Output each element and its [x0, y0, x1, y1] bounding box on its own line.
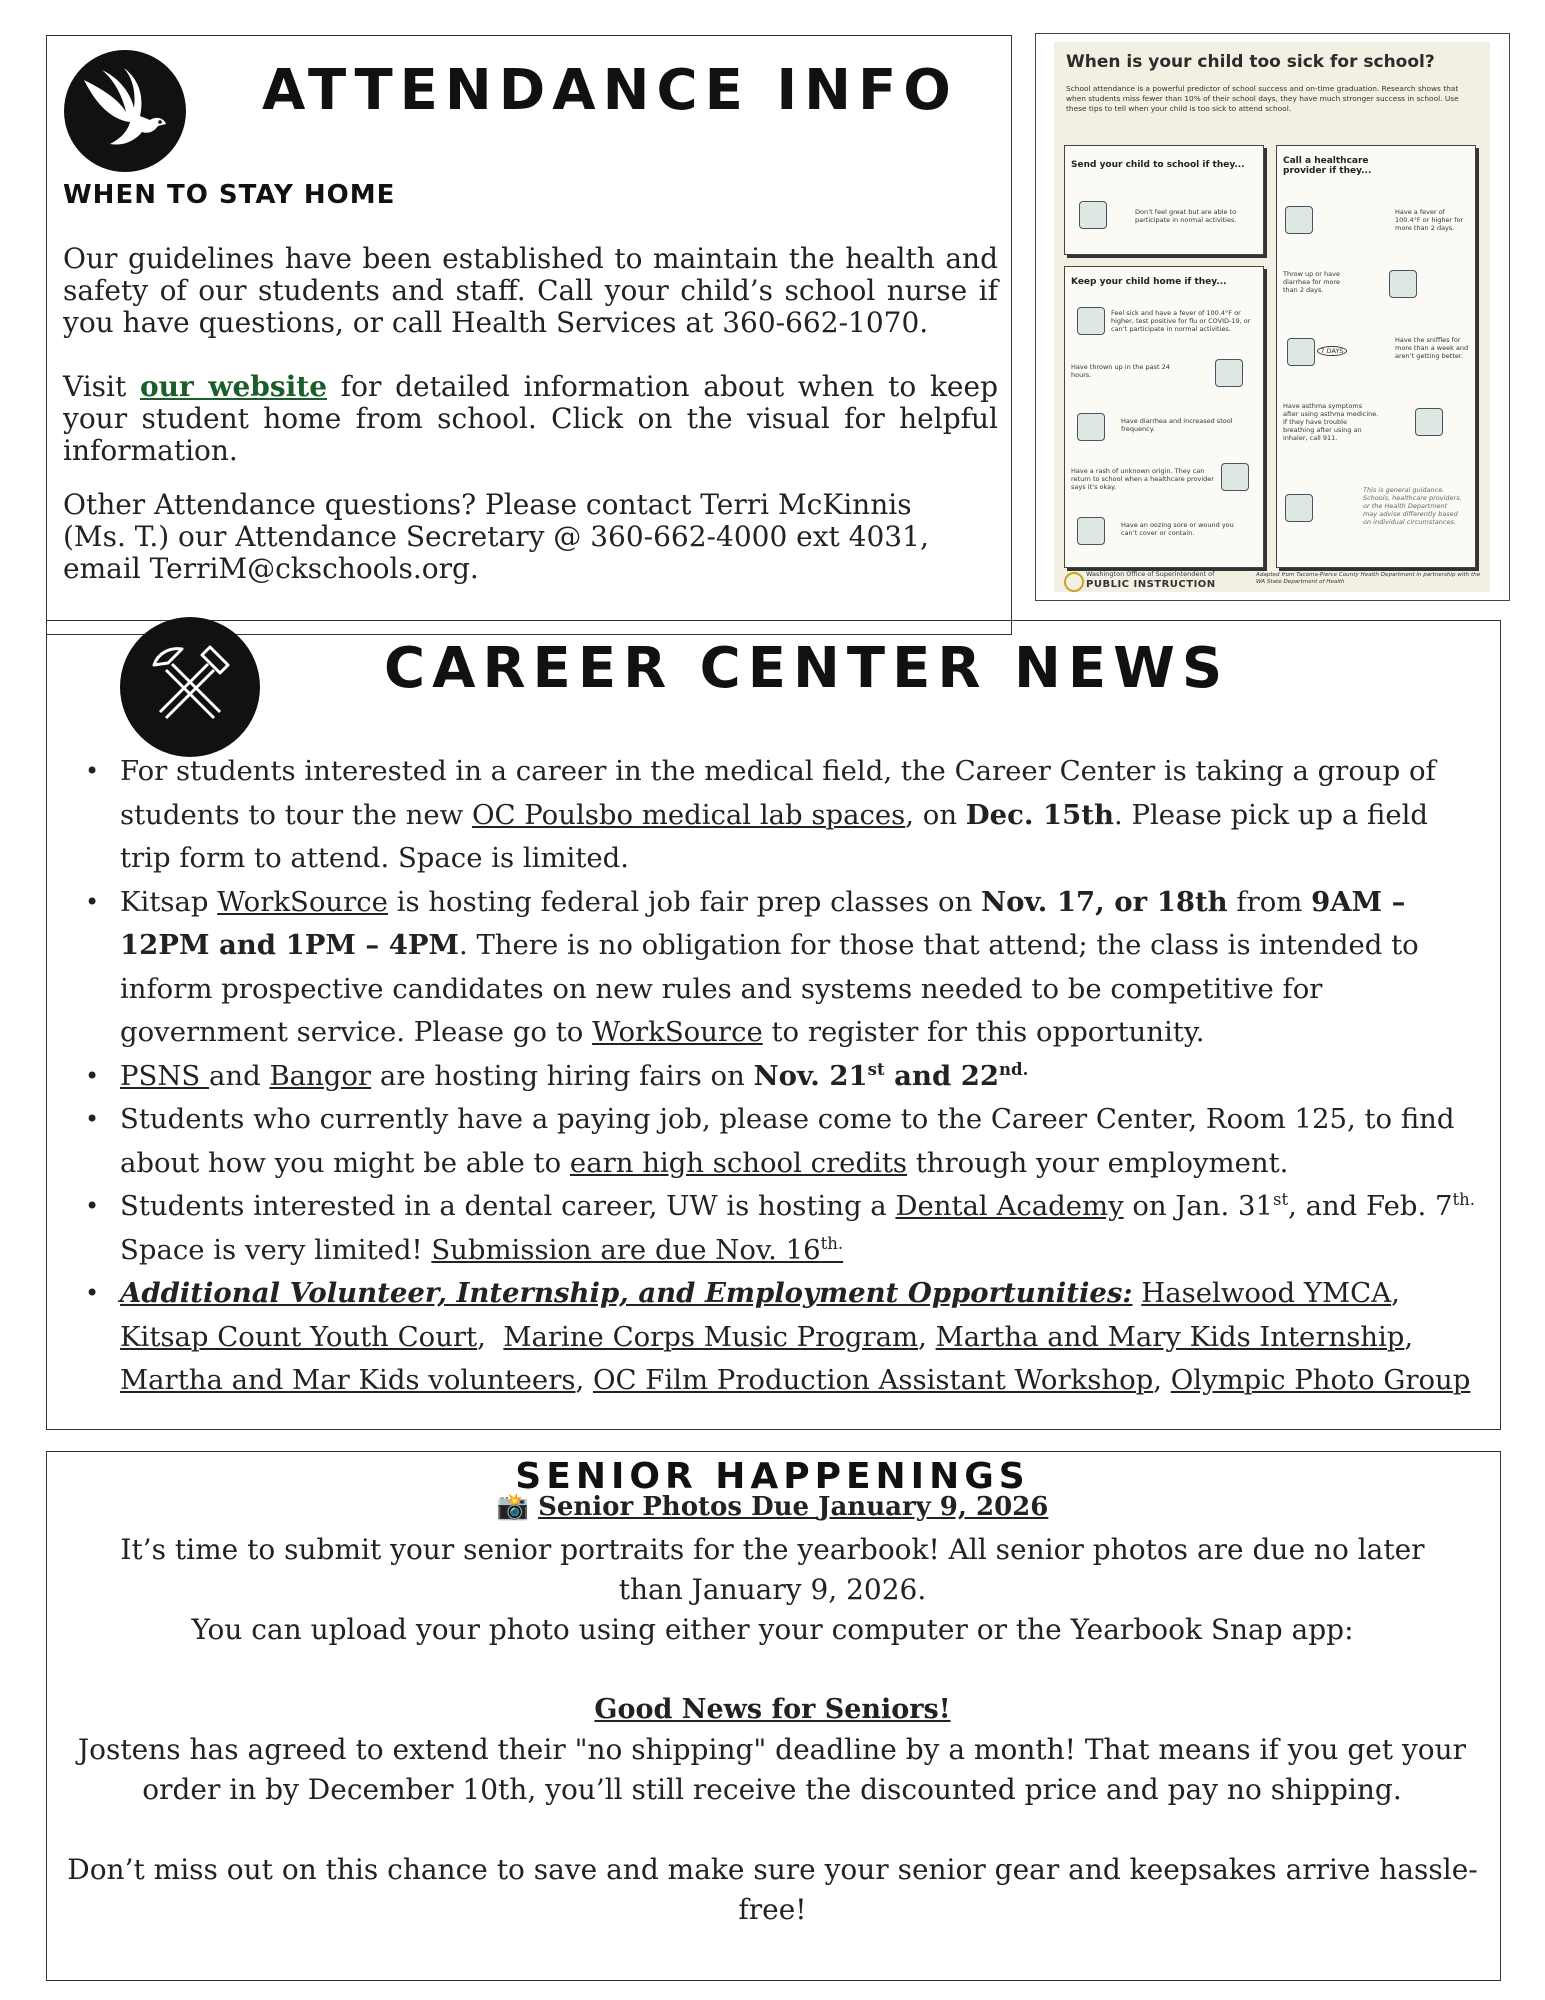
infographic-panel — [1054, 42, 1490, 592]
attendance-title: ATTENDANCE INFO — [262, 58, 958, 123]
dental-text: Students interested in a dental career, UW is hosting a — [120, 1190, 896, 1222]
dental-sup-1: st — [1272, 1189, 1289, 1209]
attendance-paragraph-website — [63, 371, 998, 467]
submission-link[interactable] — [431, 1234, 843, 1266]
medical-text-3: . Please pick up a field trip form to attend. Space is limited. — [120, 798, 1428, 874]
worksource-link[interactable]: WorkSource — [217, 885, 388, 918]
inhaler-icon — [1415, 408, 1443, 436]
attendance-paragraph-guidelines: Our guidelines have been established to maintain the health and safety of our students and staff. Call your child’s school nurse if you have questions, or call Health Services at 360-662-1070. — [63, 242, 998, 339]
worksource-text-4: . There is no obligation for those that attend; the class is intended to inform prospective candidates on new rules and systems needed to be competitive for government service. Please go to — [120, 929, 1419, 1048]
eagle-logo-icon — [64, 50, 186, 172]
bangor-link[interactable]: Bangor — [269, 1059, 372, 1092]
submission-text: Submission are due Nov. 16 — [431, 1233, 821, 1266]
our-website-link[interactable]: our website — [140, 370, 328, 403]
medical-text: For students interested in a career in the medical field, the Career Center is taking a group of students to tour the new — [120, 755, 1436, 831]
dental-text-4: Space is very limited! — [120, 1233, 432, 1266]
dental-text-2: on Jan. 31 — [1123, 1190, 1273, 1222]
days-badge: 7 DAYS — [1317, 346, 1347, 356]
thermometer-icon — [1077, 307, 1105, 335]
earn-credits-link[interactable]: earn high school credits — [569, 1146, 908, 1179]
send-heading: Send your child to school if they... — [1071, 160, 1245, 170]
call-item-3: Have the sniffles for more than a week and aren’t getting better. — [1395, 336, 1469, 360]
credits-text: Students who currently have a paying job, please come to the Career Center, Room 125, to find about how you might be able to — [120, 1103, 1455, 1179]
call-item-4: Have asthma symptoms after using asthma medicine. If they have trouble breathing after using an inhaler, call 911. — [1283, 402, 1379, 442]
attendance-paragraph-contact — [63, 489, 998, 585]
wound-hand-icon — [1077, 517, 1105, 545]
career-item-worksource — [118, 881, 1483, 1055]
ospi-line-2: PUBLIC INSTRUCTION — [1086, 579, 1216, 590]
sick-for-school-infographic[interactable] — [1035, 33, 1510, 601]
sniffles-icon — [1287, 338, 1315, 366]
senior-photos-date: January 9, 2026 — [818, 1492, 1049, 1522]
visit-text: Visit — [63, 370, 140, 403]
keep-home-panel — [1064, 266, 1264, 568]
clipboard-icon — [1285, 494, 1313, 522]
martha-mary-internship-link[interactable]: Martha and Mary Kids Internship — [935, 1320, 1405, 1353]
worksource-times: 9AM – 12PM and 1PM – 4PM — [120, 885, 1406, 961]
send-item: Don’t feel great but are able to participate in normal activities. — [1135, 208, 1237, 224]
call-heading: Call a healthcare provider if they... — [1283, 156, 1372, 176]
worksource-link-2[interactable]: WorkSource — [592, 1016, 763, 1048]
oc-poulsbo-lab-link[interactable]: OC Poulsbo medical lab spaces — [471, 798, 906, 831]
hiring-date-1: Nov. 21 — [753, 1059, 868, 1092]
dental-sup-2: th. — [1452, 1189, 1475, 1209]
career-item-medical — [118, 750, 1483, 881]
toilet-paper-icon — [1077, 413, 1105, 441]
infographic-intro: School attendance is a powerful predictor of school success and on-time graduation. Research shows that when students miss fewer than 10% of their school days, they have much stronger success in school. Use these tips to tell when your child is too sick to attend school. — [1066, 84, 1459, 113]
hiring-date-2: and 22 — [884, 1059, 1000, 1092]
keep-item-3: Have diarrhea and increased stool frequency. — [1121, 417, 1233, 433]
marine-corps-music-link[interactable]: Marine Corps Music Program — [503, 1320, 919, 1353]
worksource-text-5: to register for this opportunity. — [762, 1016, 1205, 1048]
hiring-text: and — [209, 1059, 270, 1092]
medical-text-2: , on — [905, 798, 966, 831]
worksource-text-2: is hosting federal job fair prep classes on — [387, 885, 982, 918]
career-title: CAREER CENTER NEWS — [384, 636, 1230, 701]
toilet-person-icon — [1389, 270, 1417, 298]
career-item-dental — [118, 1185, 1483, 1272]
senior-paragraph-jostens: Jostens has agreed to extend their "no shipping" deadline by a month! That means if you get your order in by December 10th, you’ll still receive the discounted price and pay no shipping. — [77, 1733, 1467, 1806]
good-news-heading: Good News for Seniors! — [594, 1694, 951, 1725]
attendance-subhead: WHEN TO STAY HOME — [63, 180, 396, 210]
call-item-1: Have a fever of 100.4°F or higher for more than 2 days. — [1395, 208, 1464, 232]
career-news-list — [118, 750, 1483, 1403]
hiring-dates — [754, 1060, 1029, 1092]
ospi-logo-icon — [1064, 572, 1084, 592]
hiring-sup-1: st — [867, 1059, 885, 1079]
keep-item-5: Have an oozing sore or wound you can’t cover or contain. — [1121, 521, 1234, 537]
call-provider-panel — [1276, 145, 1476, 568]
psns-link[interactable]: PSNS — [120, 1059, 209, 1092]
submission-sup: th. — [820, 1233, 844, 1253]
career-item-hiring-fairs — [118, 1055, 1483, 1099]
hammer-pick-icon — [120, 617, 260, 757]
career-item-credits — [118, 1098, 1483, 1185]
worksource-text: Kitsap — [120, 885, 218, 918]
senior-paragraph-dont-miss: Don’t miss out on this chance to save and make sure your senior gear and keepsakes arrive hassle-free! — [67, 1853, 1478, 1926]
backpack-icon — [1079, 201, 1107, 229]
credits-text-2: through your employment. — [907, 1146, 1289, 1179]
senior-paragraph-portraits: It’s time to submit your senior portraits for the yearbook! All senior photos are due no later than January 9, 2026. — [120, 1533, 1425, 1606]
opportunities-label: Additional Volunteer, Internship, and Employment Opportunities: — [120, 1277, 1133, 1309]
guidance-note: This is general guidance. Schools, healthcare providers, or the Health Department may advise differently based on individual circumstances. — [1363, 486, 1462, 526]
infographic-credit: Adapted from Tacoma-Pierce County Health Department in partnership with the WA State Department of Health — [1256, 572, 1481, 585]
ospi-line-1: Washington Office of Superintendent of — [1086, 570, 1215, 578]
martha-mar-volunteers-link[interactable]: Martha and Mar Kids volunteers — [120, 1364, 576, 1396]
call-item-2: Throw up or have diarrhea for more than 2 days. — [1283, 270, 1341, 294]
person-vomit-icon — [1215, 359, 1243, 387]
contact-line-3: email TerriM@ckschools.org. — [63, 552, 479, 585]
worksource-text-3: from — [1227, 885, 1312, 918]
hiring-text-2: are hosting hiring fairs on — [371, 1059, 754, 1092]
haselwood-ymca-link[interactable]: Haselwood YMCA — [1141, 1277, 1392, 1309]
senior-photos-due-text: Senior Photos Due — [538, 1492, 819, 1522]
contact-line-1: Other Attendance questions? Please contact Terri McKinnis — [63, 488, 912, 521]
dental-text-3: , and Feb. 7 — [1288, 1190, 1453, 1222]
medical-date: Dec. 15th — [965, 798, 1114, 831]
worksource-dates: Nov. 17, or 18th — [981, 885, 1228, 918]
keep-heading: Keep your child home if they... — [1071, 277, 1227, 287]
website-text: for detailed information about when to keep your student home from school. Click on the visual for helpful information. — [63, 370, 998, 467]
dental-academy-link[interactable]: Dental Academy — [895, 1190, 1124, 1222]
contact-line-2: (Ms. T.) our Attendance Secretary @ 360-662-4000 ext 4031, — [63, 520, 929, 553]
hiring-sup-2: nd. — [999, 1059, 1029, 1079]
senior-title: SENIOR HAPPENINGS — [515, 1456, 1030, 1497]
keep-item-1: Feel sick and have a fever of 100.4°F or higher, test positive for flu or COVID-19, or can’t participate in normal activities. — [1111, 309, 1251, 333]
camera-icon: 📸 — [496, 1492, 529, 1522]
thermometer-icon-2 — [1285, 206, 1313, 234]
rash-hand-icon — [1221, 463, 1249, 491]
olympic-photo-group-link[interactable]: Olympic Photo Group — [1170, 1364, 1471, 1396]
senior-photos-heading — [0, 1490, 1545, 1524]
career-item-opportunities: • Additional Volunteer, Internship, and Employment Opportunities: Haselwood YMCA, Kitsap Count Youth Court, Marine Corps Music Program, Martha and Mary Kids Internship, Martha and Mar Kids volunteers, OC Film Production Assistant Workshop, Olympic Photo Group — [118, 1272, 1483, 1403]
senior-paragraph-upload: You can upload your photo using either your computer or the Yearbook Snap app: — [191, 1613, 1354, 1646]
oc-film-workshop-link[interactable]: OC Film Production Assistant Workshop — [592, 1364, 1154, 1396]
keep-item-4: Have a rash of unknown origin. They can return to school when a healthcare provider says it’s okay. — [1071, 467, 1214, 491]
kitsap-youth-court-link[interactable]: Kitsap Count Youth Court — [120, 1320, 478, 1353]
send-to-school-panel — [1064, 145, 1264, 255]
keep-item-2: Have thrown up in the past 24 hours. — [1071, 363, 1170, 379]
infographic-title: When is your child too sick for school? — [1066, 52, 1435, 72]
